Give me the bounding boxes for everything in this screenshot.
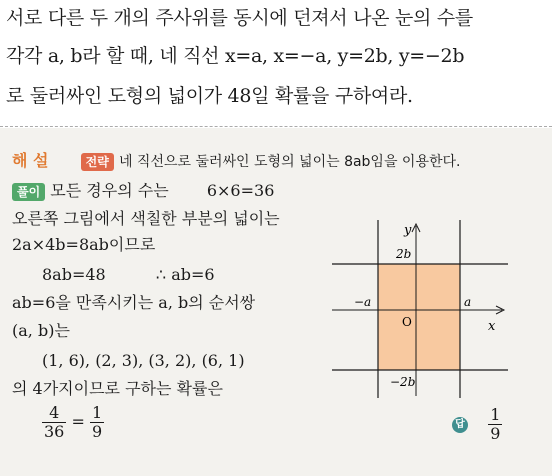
count-text: 의 4가지이므로 구하는 확률은: [12, 379, 223, 398]
problem-line-3: 로 둘러싸인 도형의 넓이가 48일 확률을 구하여라.: [6, 85, 413, 107]
left-label: −a: [354, 295, 372, 309]
equation-row: [42, 264, 215, 286]
right-label: a: [464, 295, 472, 309]
problem-line-2: 각각 a, b라 할 때, 네 직선 x=a, x=−a, y=2b, y=−2b: [6, 45, 465, 67]
answer-fraction: [488, 406, 502, 443]
problem-line-1: 서로 다른 두 개의 주사위를 동시에 던져서 나온 눈의 수를: [6, 7, 473, 29]
strategy-text: 네 직선으로 둘러싸인 도형의 넓이는 8ab임을 이용한다.: [118, 154, 461, 170]
equation-1: 8ab=48: [42, 265, 106, 284]
fraction-4-36: [42, 404, 66, 441]
answer-box: [452, 406, 502, 443]
area-text: 오른쪽 그림에서 색칠한 부분의 넓이는: [12, 209, 280, 228]
solution-heading: 해 설: [12, 151, 49, 170]
therefore-line: ∴ ab=6: [155, 265, 215, 284]
probability-expr: [42, 404, 104, 441]
problem-section: [0, 0, 552, 126]
condition-text: ab=6을 만족시키는 a, b의 순서쌍: [12, 293, 256, 312]
fraction-denominator: 36: [44, 422, 65, 441]
answer-denominator: 9: [490, 424, 501, 443]
section-divider: [0, 126, 552, 127]
area-expr: 2a×4b=8ab이므로: [12, 235, 156, 254]
solution-section: [0, 128, 552, 476]
answer-numerator: 1: [490, 405, 501, 424]
rectangle-figure: [330, 218, 510, 398]
result-numerator: 1: [91, 403, 103, 422]
strategy-row: [12, 150, 460, 173]
all-cases-text: 모든 경우의 수는: [50, 181, 169, 200]
all-cases-expr: 6×6=36: [206, 181, 275, 200]
pairs-list: (1, 6), (2, 3), (3, 2), (6, 1): [42, 351, 245, 370]
fraction-1-9: [90, 404, 104, 441]
all-cases-row: [12, 180, 274, 202]
top-label: 2b: [396, 247, 412, 261]
y-axis-label: y: [404, 223, 412, 238]
solve-tag: 풀이: [12, 183, 45, 201]
shaded-region: [378, 264, 460, 370]
pair-label: (a, b)는: [12, 321, 70, 340]
bottom-label: −2b: [390, 375, 416, 389]
strategy-tag: 전략: [81, 153, 114, 171]
fraction-numerator: 4: [42, 404, 66, 423]
equals-sign: =: [71, 412, 85, 431]
result-denominator: 9: [91, 422, 103, 441]
x-axis-label: x: [488, 319, 496, 334]
origin-label: O: [402, 315, 412, 329]
answer-icon: 답: [452, 417, 468, 433]
